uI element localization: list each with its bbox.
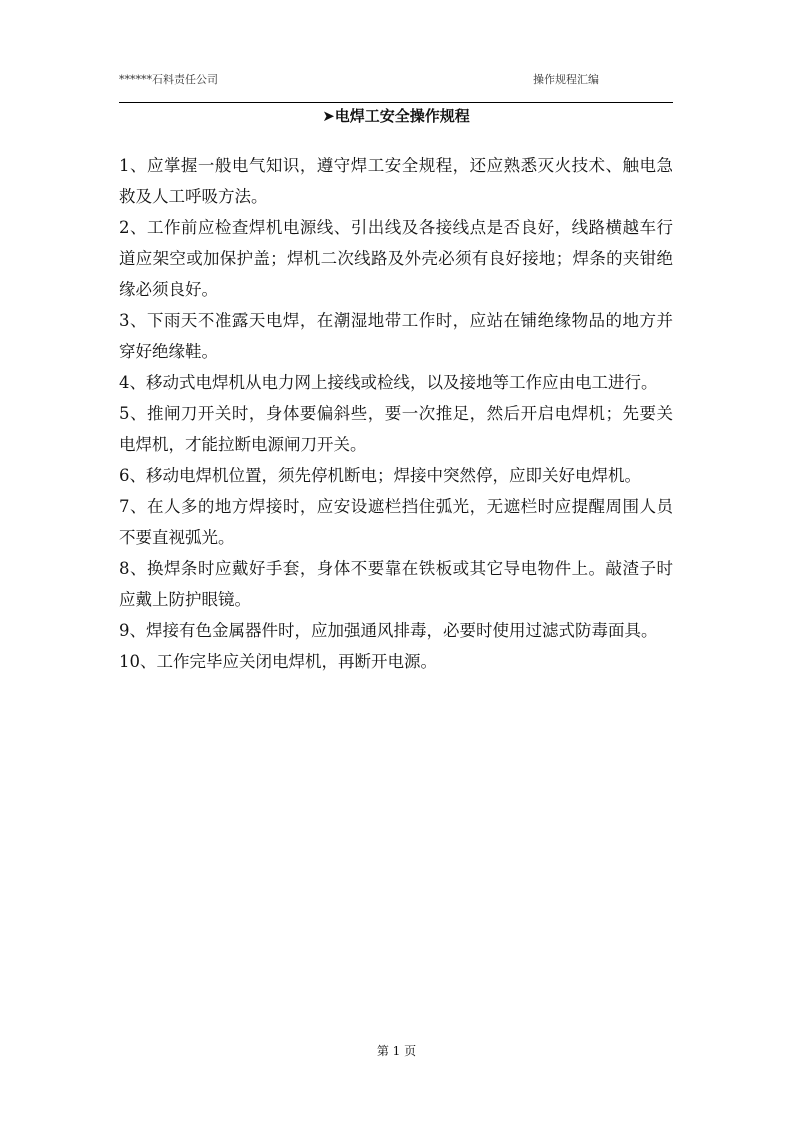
rule-item: 6、移动电焊机位置，须先停机断电；焊接中突然停，应即关好电焊机。: [119, 466, 641, 485]
rule-item: 1、应掌握一般电气知识，遵守焊工安全规程，还应熟悉灭火技术、触电急救及人工呼吸方法。: [119, 156, 673, 206]
rule-item: 9、焊接有色金属器件时，应加强通风排毒，必要时使用过滤式防毒面具。: [119, 621, 658, 640]
rule-item: 10、工作完毕应关闭电焊机，再断开电源。: [119, 652, 437, 671]
page-number: 第 1 页: [376, 1044, 417, 1058]
rule-item: 5、推闸刀开关时，身体要偏斜些，要一次推足，然后开启电焊机；先要关电焊机，才能拉断电源闸刀开关。: [119, 404, 673, 454]
header-collection: 操作规程汇编: [533, 73, 599, 86]
header-company: ******石料责任公司: [119, 73, 218, 86]
rule-item: 2、工作前应检查焊机电源线、引出线及各接线点是否良好，线路横越车行道应架空或加保护盖；焊机二次线路及外壳必须有良好接地；焊条的夹钳绝缘必须良好。: [119, 218, 673, 299]
document-title: ➤电焊工安全操作规程: [322, 107, 470, 125]
rule-item: 3、下雨天不准露天电焊，在潮湿地带工作时，应站在铺绝缘物品的地方并穿好绝缘鞋。: [119, 311, 673, 361]
header-divider: [119, 102, 673, 103]
rule-item: 4、移动式电焊机从电力网上接线或检线，以及接地等工作应由电工进行。: [119, 373, 658, 392]
rule-item: 8、换焊条时应戴好手套，身体不要靠在铁板或其它导电物件上。敲渣子时应戴上防护眼镜。: [119, 559, 673, 609]
document-body: [119, 150, 673, 677]
rule-item: 7、在人多的地方焊接时，应安设遮栏挡住弧光，无遮栏时应提醒周围人员不要直视弧光。: [119, 497, 673, 547]
